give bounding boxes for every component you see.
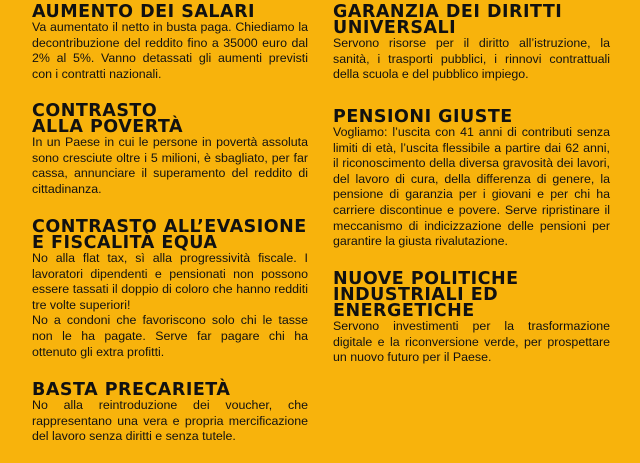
section-title: AUMENTO DEI SALARI — [32, 2, 256, 22]
section-title: PENSIONI GIUSTE — [333, 107, 513, 127]
section-paragraph: Vogliamo: l’uscita con 41 anni di contributi senza limiti di età, l’uscita flessibile a partire dai 62 anni, il riconoscimento della diversa gravosità dei lavori, del lavoro di cura, della differenza di genere, la pensione di garanzia per i giovani e per chi ha carriere discontinue e povere. Serve ripristinare il meccanismo di indicizzazione delle pensioni per garantire la giusta rivalutazione. — [333, 125, 610, 249]
section-body — [32, 398, 308, 445]
section-paragraph: Va aumentato il netto in busta paga. Chiediamo la decontribuzione del reddito fino a 35000 euro dal 2% al 5%. Vanno detassati gli aumenti previsti con i contratti nazionali. — [32, 20, 308, 81]
section-body — [333, 319, 610, 366]
section-paragraph: No alla flat tax, sì alla progressività fiscale. I lavoratori dipendenti e pensionati non possono essere tassati il doppio di coloro che hanno redditi tre volte superiori! — [32, 251, 308, 312]
section-paragraph: No alla reintroduzione dei voucher, che rappresentano una vera e propria mercificazione del lavoro senza diritti e senza tutele. — [32, 398, 308, 444]
section-aumento-salari — [32, 4, 308, 82]
section-title: CONTRASTO ALL’EVASIONE E FISCALITÀ EQUA — [32, 217, 307, 253]
section-title: BASTA PRECARIETÀ — [32, 380, 231, 400]
section-title: GARANZIA DEI DIRITTI UNIVERSALI — [333, 2, 563, 38]
section-body — [333, 125, 610, 250]
section-title: NUOVE POLITICHE INDUSTRIALI ED ENERGETICHE — [333, 269, 519, 321]
section-basta-precarieta — [32, 382, 308, 445]
section-body — [333, 36, 610, 83]
section-paragraph: In un Paese in cui le persone in povertà assoluta sono cresciute oltre i 5 milioni, è sbagliato, per far cassa, annunciare il superamento del reddito di cittadinanza. — [32, 135, 308, 196]
section-contrasto-poverta — [32, 103, 308, 197]
section-garanzia-diritti — [333, 4, 610, 83]
section-title: CONTRASTO ALLA POVERTÀ — [32, 101, 184, 137]
section-pensioni-giuste — [333, 109, 610, 250]
section-paragraph: Servono risorse per il diritto all’istruzione, la sanità, i trasporti pubblici, i rinnovi contrattuali della scuola e del pubblico impiego. — [333, 36, 610, 82]
section-paragraph: No a condoni che favoriscono solo chi le tasse non le ha pagate. Serve far pagare chi ha ottenuto gli extra profitti. — [32, 313, 308, 359]
section-body — [32, 135, 308, 197]
section-body — [32, 20, 308, 82]
section-politiche-industriali — [333, 271, 610, 366]
section-paragraph: Servono investimenti per la trasformazione digitale e la riconversione verde, per prospettare un nuovo futuro per il Paese. — [333, 319, 610, 365]
section-contrasto-evasione — [32, 219, 308, 360]
section-body — [32, 251, 308, 360]
